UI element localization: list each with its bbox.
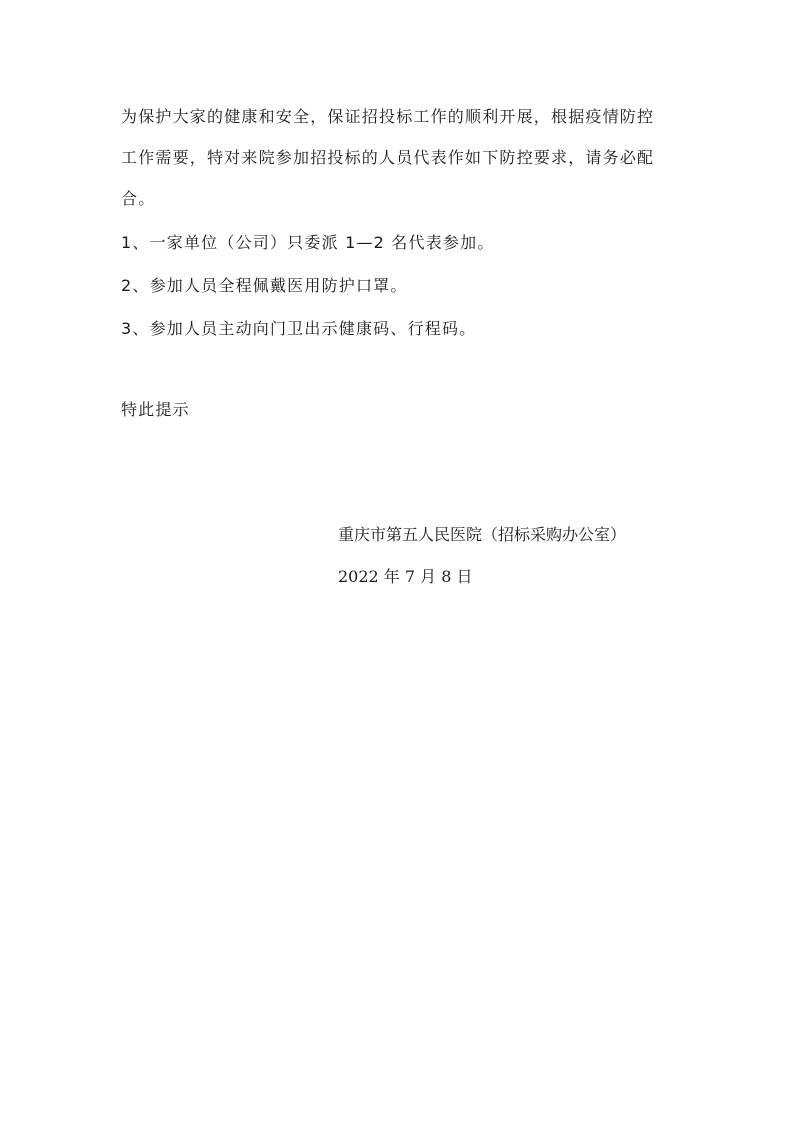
signature-date: 2022 年 7 月 8 日 [338, 567, 473, 586]
intro-paragraph [121, 96, 686, 219]
intro-line: 为保护大家的健康和安全，保证招投标工作的顺利开展，根据疫情防控 [121, 107, 655, 126]
signature-organization: 重庆市第五人民医院（招标采购办公室） [338, 525, 627, 544]
requirement-item-1: 1、一家单位（公司）只委派 1—2 名代表参加。 [121, 233, 495, 252]
intro-line: 工作需要，特对来院参加招投标的人员代表作如下防控要求，请务必配 [121, 148, 655, 167]
intro-line: 合。 [121, 189, 156, 208]
requirement-item-3: 3、参加人员主动向门卫出示健康码、行程码。 [121, 319, 477, 338]
requirement-item-2: 2、参加人员全程佩戴医用防护口罩。 [121, 276, 408, 295]
closing-remark: 特此提示 [121, 400, 190, 419]
